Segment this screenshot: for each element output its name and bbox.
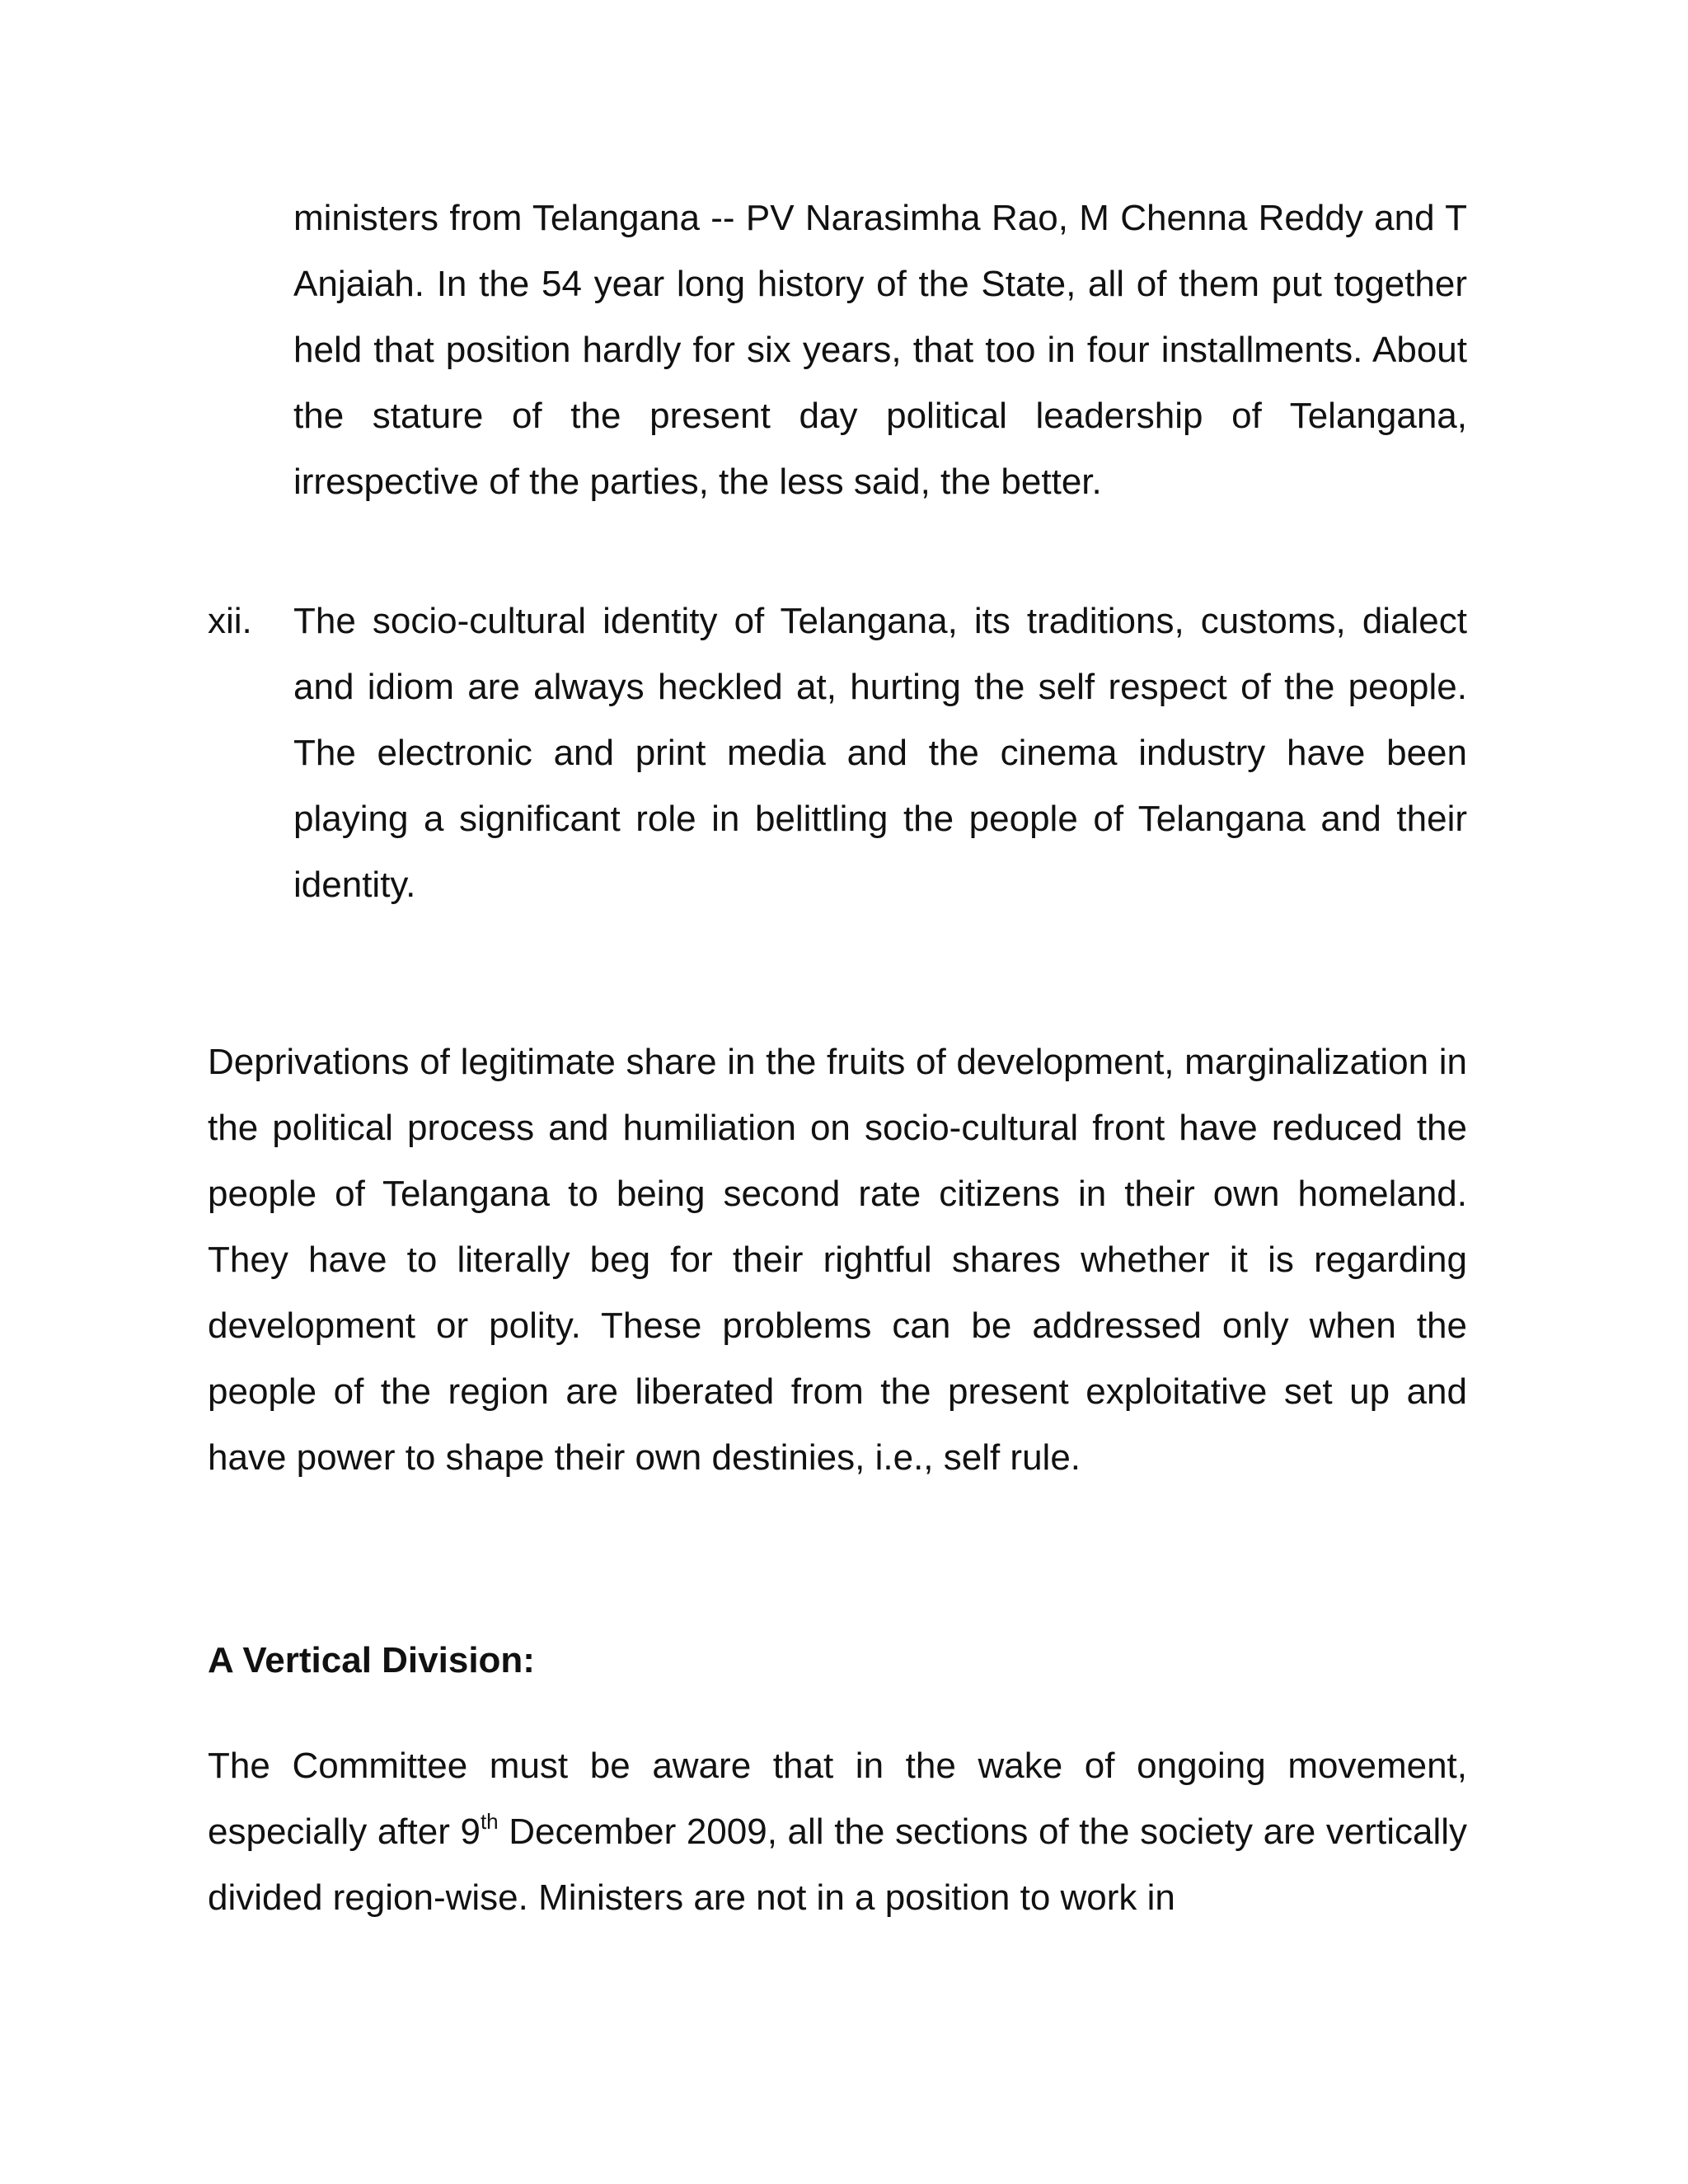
ordinal-superscript: th [480,1809,499,1834]
section-paragraph-text-end: December 2009, all the sections of the society are vertically divided region-wise. Ministers are not in a position to work in [208,1811,1467,1918]
list-item-marker: xii. [208,601,252,641]
list-item-text: The socio-cultural identity of Telangana, its traditions, customs, dialect and idiom are always heckled at, hurting the self respect of the people. The electronic and print media and the cinema industry have been playing a significant role in belittling the people of Telangana and their identity. [293,601,1467,905]
continuation-paragraph: ministers from Telangana -- PV Narasimha Rao, M Chenna Reddy and T Anjaiah. In the 54 year long history of the State, all of them put together held that position hardly for six years, that too in four installments. About the stature of the present day political leadership of Telangana, irrespective of the parties, the less said, the better. [293,198,1467,502]
section-paragraph [208,1733,1467,1931]
section-paragraph-text-start: The Committee must be aware that in the wake of ongoing movement, especially after 9 [208,1746,1467,1852]
section-heading: A Vertical Division: [208,1640,535,1680]
summary-paragraph: Deprivations of legitimate share in the fruits of development, marginalization in the political process and humiliation on socio-cultural front have reduced the people of Telangana to being second rate citizens in their own homeland. They have to literally beg for their rightful shares whether it is regarding development or polity. These problems can be addressed only when the people of the region are liberated from the present exploitative set up and have power to shape their own destinies, i.e., self rule. [208,1042,1467,1478]
